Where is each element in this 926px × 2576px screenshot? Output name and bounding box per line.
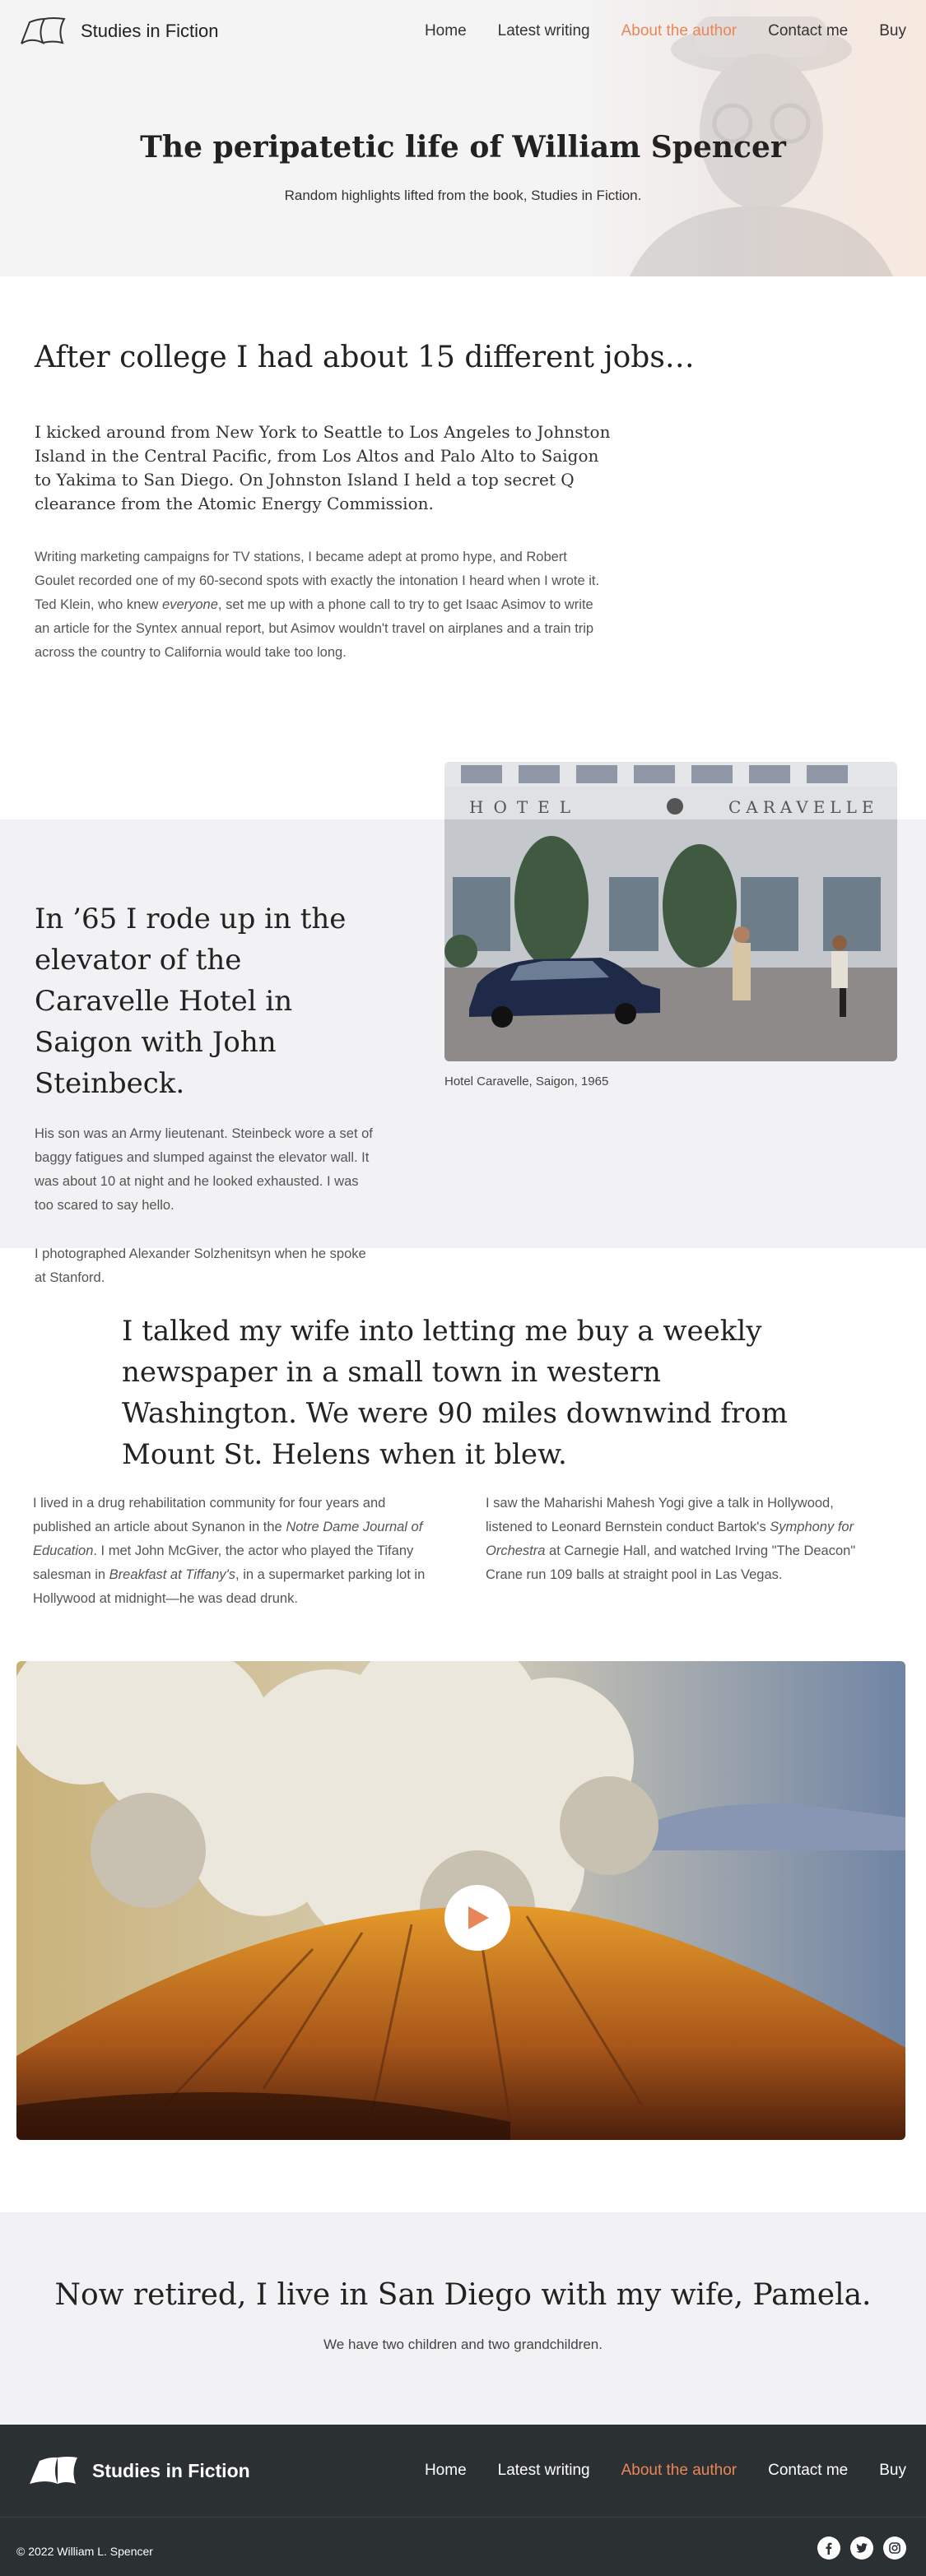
page-title: The peripatetic life of William Spencer	[140, 130, 786, 165]
synanon-paragraph	[33, 1492, 428, 1611]
footer-brand-link[interactable]	[28, 2454, 250, 2487]
photo-caption: Hotel Caravelle, Saigon, 1965	[444, 1074, 609, 1088]
footer-nav-about-the-author[interactable]: About the author	[621, 2462, 738, 2479]
footer-nav-links	[425, 2462, 906, 2480]
newspaper-heading: I talked my wife into letting me buy a weekly newspaper in a small town in western Washington. We were 90 miles downwind from Mount St. Helens when it blew.	[122, 1315, 788, 1471]
footer-divider	[0, 2517, 926, 2518]
text-run: . I met John McGiver, the actor who played the Tifany salesman in	[33, 1543, 414, 1582]
book-logo-icon	[28, 2454, 79, 2487]
text-run: Writing marketing campaigns for TV stations, I became adept at promo hype, and Robert Goulet recorded one of my 60-second spots with exactly the intonation I heard when I wrote it. Ted Klein, who knew	[35, 550, 600, 612]
text-run: , in a supermarket parking lot in Hollywood at midnight—he was dead drunk.	[33, 1567, 426, 1606]
solzhenitsyn-paragraph: I photographed Alexander Solzhenitsyn when he spoke at Stanford.	[35, 1246, 366, 1285]
footer-nav-latest-writing[interactable]: Latest writing	[497, 2462, 590, 2479]
footer-nav-buy[interactable]: Buy	[879, 2462, 906, 2479]
hotel-sign-left: HOTEL	[469, 797, 581, 817]
footer	[0, 2425, 926, 2576]
book-logo-icon	[20, 16, 67, 47]
nav-about-the-author[interactable]: About the author	[621, 22, 738, 39]
emphasis: everyone	[162, 597, 218, 612]
hero	[0, 0, 926, 276]
newspaper-section	[0, 1248, 926, 2212]
family-paragraph: We have two children and two grandchildren.	[323, 2337, 603, 2352]
emphasis: Notre Dame Journal of Education	[33, 1520, 423, 1558]
twitter-link[interactable]	[850, 2537, 873, 2560]
brand-name: Studies in Fiction	[81, 21, 219, 41]
instagram-icon	[888, 2541, 901, 2555]
nav-contact-me[interactable]: Contact me	[768, 22, 849, 39]
play-button[interactable]	[444, 1885, 510, 1951]
social-links	[817, 2537, 906, 2560]
hotel-caravelle-photo	[444, 762, 897, 1061]
jobs-lead-paragraph: I kicked around from New York to Seattle to Los Angeles to Johnston Island in the Central Pacific, from Los Altos and Palo Alto to Saigon to Yakima to San Diego. On Johnston Island I held a top secret Q clearance from the Atomic Energy Commission.	[35, 422, 611, 513]
steinbeck-paragraph: His son was an Army lieutenant. Steinbeck wore a set of baggy fatigues and slumped against the elevator wall. It was about 10 at night and he looked exhausted. I was too scared to say hello.	[35, 1126, 373, 1213]
footer-nav-home[interactable]: Home	[424, 2462, 467, 2479]
emphasis: Breakfast at Tiffany's	[109, 1567, 236, 1582]
saigon-heading: In ’65 I rode up in the elevator of the Caravelle Hotel in Saigon with John Steinbeck.	[35, 903, 347, 1100]
top-nav	[0, 0, 926, 63]
nav-latest-writing[interactable]: Latest writing	[497, 22, 590, 39]
emphasis: Symphony for Orchestra	[486, 1520, 854, 1558]
saigon-section	[0, 762, 926, 1285]
mount-st-helens-video[interactable]	[16, 1661, 905, 2140]
text-run: , set me up with a phone call to try to get Isaac Asimov to write an article for the Syntex annual report, but Asimov wouldn't travel on airplanes and a train trip across the country to California would take too long.	[35, 597, 594, 660]
facebook-link[interactable]	[817, 2537, 840, 2560]
jobs-section	[0, 276, 926, 762]
maharishi-paragraph	[486, 1492, 881, 1587]
footer-brand-name: Studies in Fiction	[92, 2459, 250, 2481]
copyright: © 2022 William L. Spencer	[16, 2545, 153, 2558]
nav-buy[interactable]: Buy	[879, 22, 906, 39]
text-run: I saw the Maharishi Mahesh Yogi give a talk in Hollywood, listened to Leonard Bernstein conduct Bartok's	[486, 1496, 834, 1534]
nav-links	[425, 22, 906, 40]
brand-link[interactable]	[20, 16, 219, 47]
retirement-heading: Now retired, I live in San Diego with my wife, Pamela.	[54, 2278, 872, 2312]
page-subtitle: Random highlights lifted from the book, Studies in Fiction.	[284, 188, 642, 203]
text-run: I lived in a drug rehabilitation community for four years and published an article about Synanon in the	[33, 1496, 386, 1534]
twitter-icon	[855, 2541, 868, 2555]
play-icon	[463, 1904, 491, 1932]
nav-home[interactable]: Home	[424, 22, 467, 39]
facebook-icon	[822, 2541, 835, 2555]
jobs-body-paragraph	[35, 545, 611, 665]
instagram-link[interactable]	[883, 2537, 906, 2560]
text-run: at Carnegie Hall, and watched Irving "The Deacon" Crane run 109 balls at straight pool in Las Vegas.	[486, 1543, 856, 1582]
footer-nav	[0, 2448, 926, 2494]
footer-nav-contact-me[interactable]: Contact me	[768, 2462, 849, 2479]
hotel-sign-right: CARAVELLE	[728, 797, 879, 817]
jobs-heading: After college I had about 15 different jobs…	[35, 341, 695, 374]
retirement-section	[0, 2212, 926, 2425]
